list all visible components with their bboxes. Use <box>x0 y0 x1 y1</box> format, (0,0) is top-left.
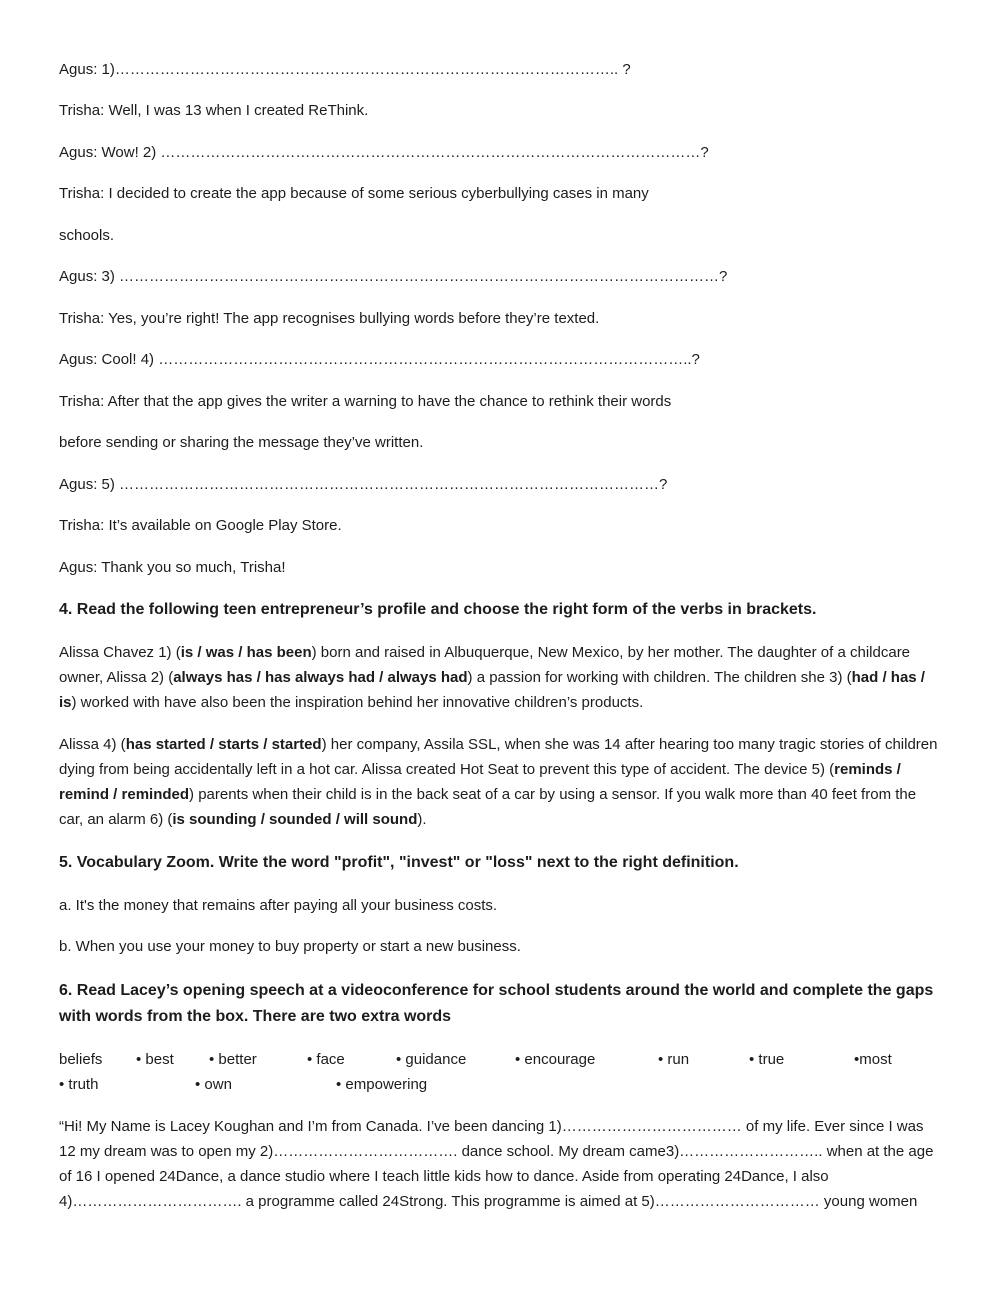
section-6-heading: 6. Read Lacey’s opening speech at a videoconference for school students around the world and complete the gaps with words from the box. There are two extra words <box>59 982 934 1025</box>
definition-a: a. It's the money that remains after paying all your business costs. <box>59 897 498 914</box>
word-box-item: • face <box>307 1051 345 1068</box>
word-box-item: •most <box>854 1051 892 1068</box>
word-box-item: • run <box>658 1051 690 1068</box>
section-4-paragraph-1: Alissa Chavez 1) (is / was / has been) born and raised in Albuquerque, New Mexico, by her mother. The daughter of a childcare owner, Alissa 2) (always has / has always had / always had) a passion for working with children. The children she 3) (had / has / is) worked with have also been the inspiration behind her innovative children’s products. <box>59 644 925 711</box>
word-box-item: • best <box>136 1051 174 1068</box>
dialogue-line: Trisha: After that the app gives the writer a warning to have the chance to rethink their words <box>59 393 672 410</box>
word-box-item: • truth <box>59 1076 99 1093</box>
dialogue-line: Agus: Thank you so much, Trisha! <box>59 559 286 576</box>
verb-options-2: always has / has always had / always had <box>173 669 468 686</box>
dialogue-line: Trisha: It’s available on Google Play Store. <box>59 517 342 534</box>
dialogue-line: Agus: Cool! 4) ……………………………………………………………………………………………..? <box>59 351 700 368</box>
dialogue-line: Trisha: Yes, you’re right! The app recognises bullying words before they’re texted. <box>59 310 600 327</box>
dialogue-line: Agus: 3) …………………………………………………………………………………………………………? <box>59 268 728 285</box>
word-box-item: beliefs <box>59 1051 103 1068</box>
verb-options-6: is sounding / sounded / will sound <box>172 811 418 828</box>
section-4-heading: 4. Read the following teen entrepreneur’s profile and choose the right form of the verbs in brackets. <box>59 601 817 618</box>
dialogue-line: Agus: 1)……………………………………………………………………………………….. ? <box>59 61 631 78</box>
dialogue-line: schools. <box>59 227 115 244</box>
dialogue-line: Trisha: Well, I was 13 when I created ReThink. <box>59 102 369 119</box>
verb-options-5: reminds / remind / reminded <box>59 761 901 803</box>
word-box-item: • encourage <box>515 1051 596 1068</box>
lacey-speech: “Hi! My Name is Lacey Koughan and I’m from Canada. I’ve been dancing 1)……………………………… of my life. Ever since I was 12 my dream was to open my 2)………………………………. dance school. My dream came3)……………………….. when at the age of 16 I opened 24Dance, a dance studio where I teach little kids how to dance. Aside from operating 24Dance, I also 4)……………………………. a programme called 24Strong. This programme is aimed at 5)…………………………… young women <box>59 1118 934 1210</box>
definition-b: b. When you use your money to buy property or start a new business. <box>59 938 521 955</box>
dialogue-line: Agus: Wow! 2) ………………………………………………………………………………………………? <box>59 144 709 161</box>
section-4-paragraph-2: Alissa 4) (has started / starts / started) her company, Assila SSL, when she was 14 after hearing too many tragic stories of children dying from being accidentally left in a hot car. Alissa created Hot Seat to prevent this type of accident. The device 5) (reminds / remind / reminded) parents when their child is in the back seat of a car by using a sensor. If you walk more than 40 feet from the car, an alarm 6) (is sounding / sounded / will sound). <box>59 736 938 828</box>
verb-options-1: is / was / has been <box>180 644 312 661</box>
verb-options-3: had / has / is <box>59 669 925 711</box>
word-box-item: • better <box>209 1051 257 1068</box>
dialogue-line: Agus: 5) ………………………………………………………………………………………………? <box>59 476 668 493</box>
dialogue-line: before sending or sharing the message they’ve written. <box>59 434 424 451</box>
word-box-item: • true <box>749 1051 785 1068</box>
dialogue-line: Trisha: I decided to create the app because of some serious cyberbullying cases in many <box>59 185 649 202</box>
verb-options-4: has started / starts / started <box>125 736 322 753</box>
word-box <box>59 1047 939 1099</box>
word-box-item: • own <box>195 1076 232 1093</box>
word-box-item: • guidance <box>396 1051 467 1068</box>
section-5-heading: 5. Vocabulary Zoom. Write the word "profit", "invest" or "loss" next to the right definition. <box>59 854 739 871</box>
word-box-item: • empowering <box>336 1076 428 1093</box>
